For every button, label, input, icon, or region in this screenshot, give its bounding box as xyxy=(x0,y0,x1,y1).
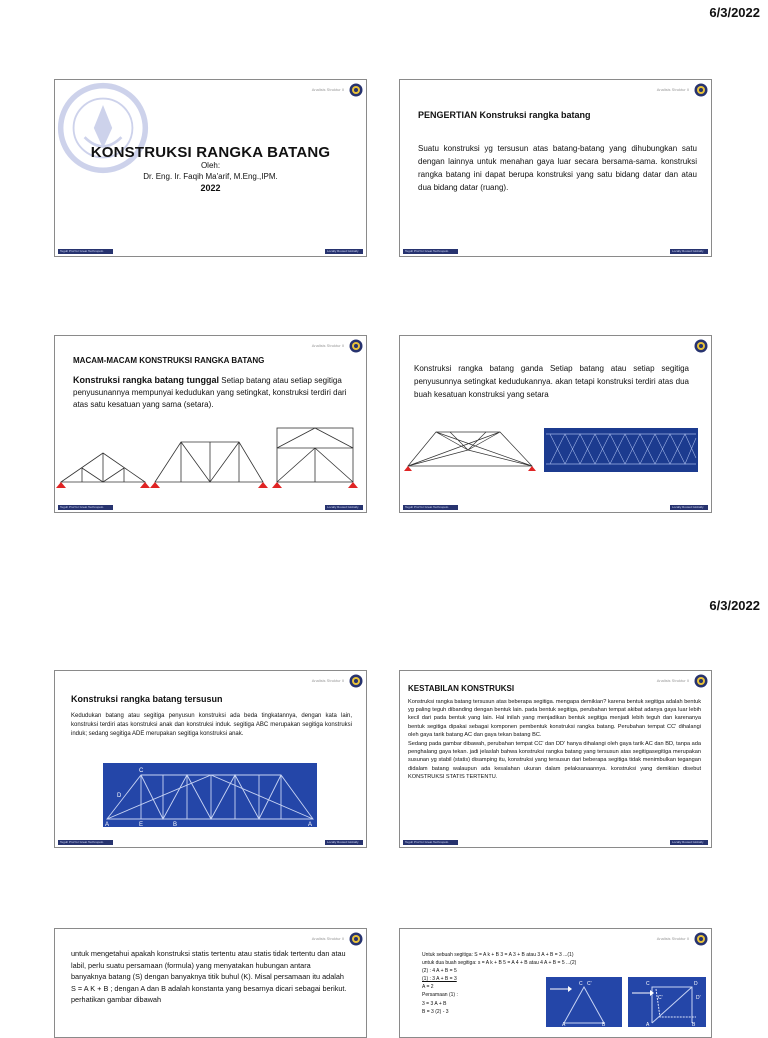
slide-6 xyxy=(399,670,712,848)
slide-title: PENGERTIAN Konstruksi rangka batang xyxy=(418,110,591,120)
label-a: A xyxy=(562,1022,566,1027)
slide-header-text: Analisis Struktur II xyxy=(311,678,344,683)
slide-body-lead: Konstruksi rangka batang tunggal xyxy=(73,375,220,385)
slide-author: Dr. Eng. Ir. Faqih Ma'arif, M.Eng.,IPM. xyxy=(143,172,278,181)
equation-line: (2) : 4 A + B = 5 xyxy=(422,968,457,975)
slide-2 xyxy=(399,79,712,257)
slide-footer xyxy=(400,837,711,847)
equation-line: Persamaan (1) : xyxy=(422,992,458,999)
label-a-right: A xyxy=(646,1022,650,1027)
double-truss-diagrams xyxy=(400,424,711,476)
double-truss-photo xyxy=(544,428,698,472)
equation-line: (1) : 3 A + B = 3 xyxy=(422,976,457,983)
footer-right-text: Locally Rooted Globally xyxy=(327,505,359,509)
joint-label-d: D xyxy=(117,793,122,799)
slide-header-text: Analisis Struktur II xyxy=(656,936,689,941)
joint-label-a-left: A xyxy=(105,822,110,827)
footer-right-text: Locally Rooted Globally xyxy=(672,505,704,509)
slide-body: Konstruksi rangka batang ganda Setiap batang atau setiap segitiga penyusunnya setingkat kedudukannya. akan tetapi konstruksi terdiri atas dua buah kesatuan konstruksi yang setara xyxy=(414,364,689,399)
slide-body: Kedudukan batang atau segitiga penyusun konstruksi ada beda tingkatannya, dengan kata lain, konstruksi terdiri atas konstruksi anak dan konstruksi induk. segitiga ABC merupakan segitiga konstruksi induk; sedang segitiga ADE merupakan segitiga konstruksi anak. xyxy=(71,713,352,737)
slide-body: untuk mengetahui apakah konstruksi statis tertentu atau statis tidak tertentu dan atau labil, perlu suatu persamaan (formula) yang menyatakan hubungan antara banyaknya batang (S) dengan banyaknya titik buhul (K). Misal persamaan itu adalah S = A K + B ; dengan A dan B adalah konstanta yang besarnya dicari sebagai berikut. perhatikan gambar dibawah xyxy=(71,949,347,1004)
equation-line: B = 3 (2) - 3 xyxy=(422,1008,449,1015)
slide-title: KESTABILAN KONSTRUKSI xyxy=(408,684,515,693)
university-logo-icon xyxy=(694,339,708,353)
slide-title: Konstruksi rangka batang tersusun xyxy=(71,694,223,704)
university-logo-icon xyxy=(694,674,708,688)
joint-label-e: E xyxy=(139,822,144,827)
slide-title: KONSTRUKSI RANGKA BATANG xyxy=(90,144,331,161)
king-post-truss xyxy=(61,453,145,482)
label-b: B xyxy=(602,1022,606,1027)
slide-footer xyxy=(400,502,711,512)
slide-body xyxy=(408,698,701,781)
slide-footer xyxy=(400,246,711,256)
slide-header-text: Analisis Struktur II xyxy=(656,87,689,92)
slide-4 xyxy=(399,335,712,513)
slide-title: MACAM-MACAM KONSTRUKSI RANGKA BATANG xyxy=(73,356,265,365)
pratt-truss xyxy=(155,442,263,482)
footer-left-text: Teguh Prof for Great Technopolo xyxy=(405,505,449,509)
label-d-prime: D' xyxy=(696,995,701,1001)
university-logo-icon xyxy=(694,83,708,97)
joint-label-a-right: A xyxy=(308,822,313,827)
slide-1 xyxy=(54,79,367,257)
university-logo-icon xyxy=(694,932,708,946)
single-truss-diagrams xyxy=(55,424,366,490)
footer-right-text: Locally Rooted Globally xyxy=(327,840,359,844)
footer-right-text: Locally Rooted Globally xyxy=(327,249,359,253)
label-c-right: C xyxy=(646,981,650,987)
university-logo-icon xyxy=(349,339,363,353)
slide-7 xyxy=(54,928,367,1038)
rectangular-truss xyxy=(277,428,353,482)
label-c: C xyxy=(579,981,583,987)
university-logo-icon xyxy=(349,674,363,688)
slide-header-text: Analisis Struktur II xyxy=(656,678,689,683)
slide-body xyxy=(73,374,350,411)
equation-line: Untuk sebuah segitiga: S = A k + B 3 = A 3 + B atau 3 A + B = 3 ...(1) xyxy=(422,952,574,958)
triangle-stability-diagram xyxy=(546,977,706,1027)
support-markers xyxy=(56,482,358,488)
double-truss-sketch xyxy=(408,432,532,466)
slide-body-text: Setiap batang atau setiap segitiga penyusunannya mempunyai kedudukan yang setingkat, konstruksi terdiri dari atas satu kesatuan yang sama (setara). xyxy=(73,376,347,409)
slide-header-text: Analisis Struktur II xyxy=(311,87,344,92)
slide-header-text: Analisis Struktur II xyxy=(311,936,344,941)
slide-year: 2022 xyxy=(200,183,221,193)
slide-body-paragraph-1: Konstruksi rangka batang tersusun atas beberapa segitiga. mengapa demikian? karena bentuk segitiga adalah bentuk yg paling teguh dibanding dengan bentuk lain. pada bentuk segitiga, perubahan tempat akibat adanya gaya luar lebih kecil dari pada bentuk yang lain. Hal inilah yang menjadikan bentuk segitiga menjadi lebih teguh dan karenanya bentuk segitiga dipakai sebagai komponen pembentuk konstruksi rangka batang. Perubahan tempat CC' dihalangi oleh gaya tarik batang AC dan gaya tekan batang BC. xyxy=(408,699,701,738)
page-date-2: 6/3/2022 xyxy=(709,598,760,613)
slide-5 xyxy=(54,670,367,848)
footer-left-text: Teguh Prof for Great Technopolo xyxy=(405,249,449,253)
label-b-right: B xyxy=(692,1022,696,1027)
slide-by-label: Oleh: xyxy=(200,161,221,170)
equation-line: A = 2 xyxy=(422,984,434,991)
slide-3 xyxy=(54,335,367,513)
footer-left-text: Teguh Prof for Great Technopolo xyxy=(60,505,104,509)
footer-left-text: Teguh Prof for Great Technopolo xyxy=(405,840,449,844)
slide-header-text: Analisis Struktur II xyxy=(311,343,344,348)
slide-footer xyxy=(55,502,366,512)
footer-left-text: Teguh Prof for Great Technopolo xyxy=(60,249,104,253)
equation-line: 3 = 3 A + B xyxy=(422,1000,447,1007)
slide-8 xyxy=(399,928,712,1038)
joint-label-c: C xyxy=(139,768,144,774)
slide-body-paragraph-2: Sedang pada gambar dibawah, perubahan tempat CC' dan DD' hanya dihalangi oleh gaya tarik AC dan BD, tanpa ada penghalang gaya tekan. jadi jelaslah bahwa konstruksi rangka batang yang tersusun atas segitigasegitiga merupakan susunan yg stabil (statis) disamping itu, konstruksi yang tersusun dari beberapa segitiga tidak menimbulkan tegangan didalam batang walaupun ada kesalahan ukuran dalam pelaksanaannya. konstruksi yang demikian disebut KONSTRUKSI STATIS TERTENTU. xyxy=(408,741,701,780)
university-logo-icon xyxy=(349,83,363,97)
joint-label-b: B xyxy=(173,822,178,827)
slide-footer xyxy=(55,246,366,256)
slide-footer xyxy=(55,837,366,847)
footer-right-text: Locally Rooted Globally xyxy=(672,249,704,253)
support-markers xyxy=(404,466,536,471)
label-c-prime: C' xyxy=(587,981,592,987)
label-c-prime-right: C' xyxy=(658,995,663,1001)
footer-right-text: Locally Rooted Globally xyxy=(672,840,704,844)
university-logo-icon xyxy=(349,932,363,946)
page-date-1: 6/3/2022 xyxy=(709,5,760,20)
footer-left-text: Teguh Prof for Great Technopolo xyxy=(60,840,104,844)
equation-line: untuk dua buah segitiga: s = A k + B 5 = A 4 + B atau 4 A + B = 5 ...(2) xyxy=(422,960,577,967)
label-d: D xyxy=(694,981,698,987)
compound-truss-photo xyxy=(103,763,317,827)
slide-body: Suatu konstruksi yg tersusun atas batang-batang yang dihubungkan satu dengan lainnya untuk menahan gaya luar secara bersama-sama. konstruksi rangka batang ini dapat berupa konstruksi yang satu bidang datar dan atau dua bidang datar (ruang). xyxy=(418,144,697,192)
